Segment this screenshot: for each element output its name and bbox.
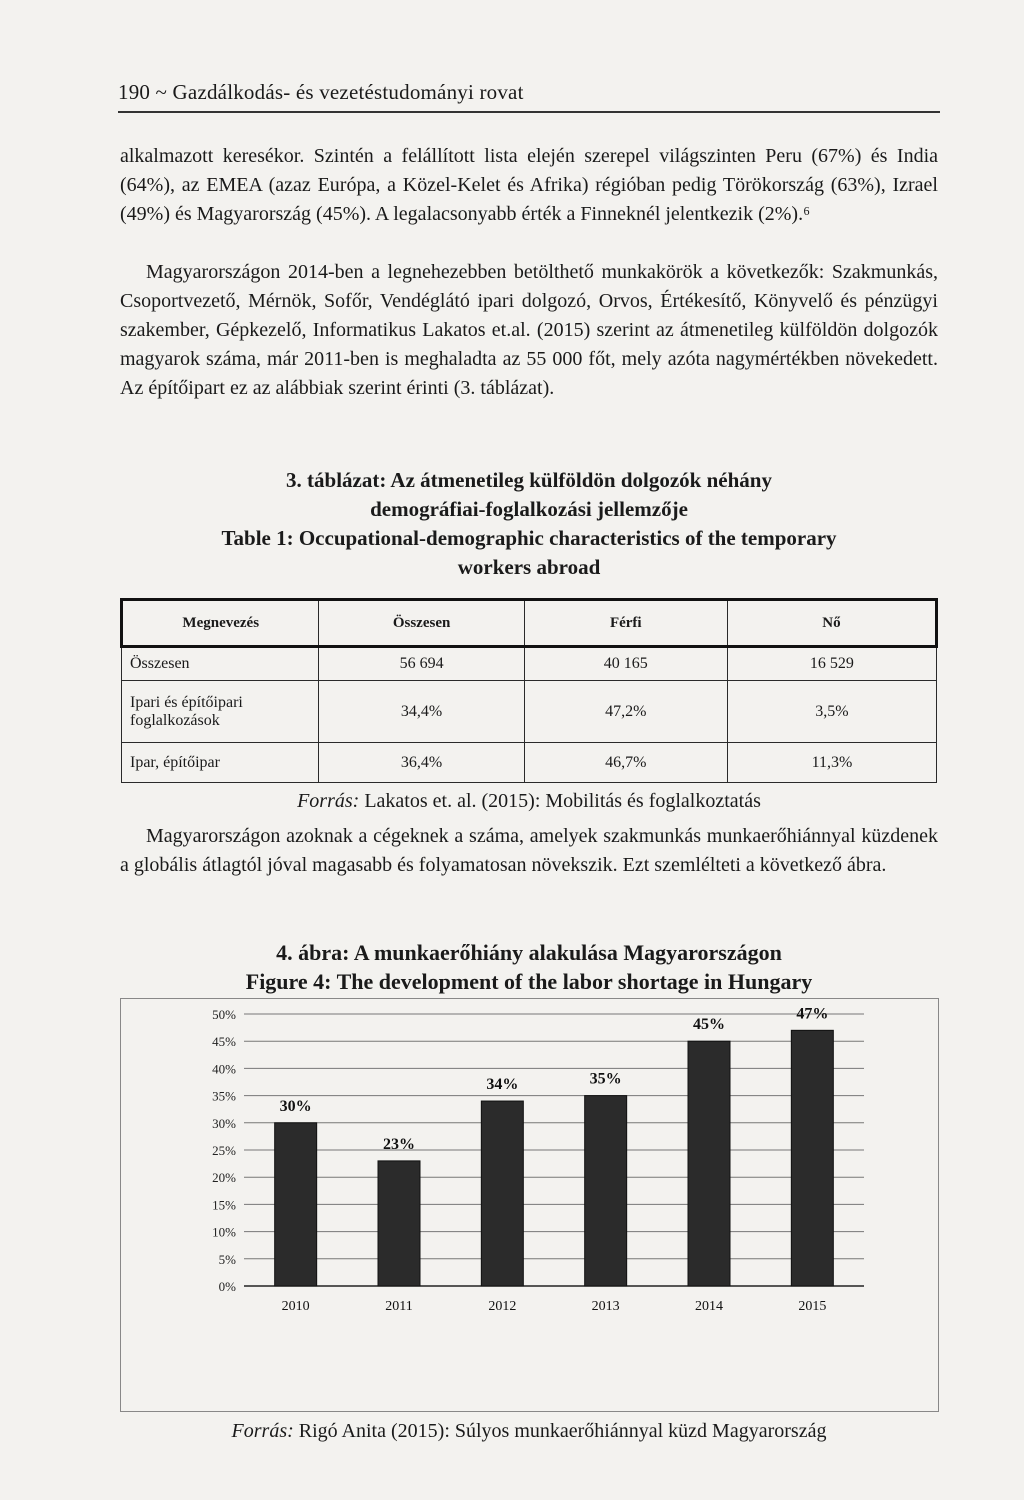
table-title: [120, 466, 938, 582]
table-source-label: Forrás:: [297, 790, 360, 812]
table-cell: 47,2%: [524, 681, 727, 743]
data-label: 34%: [486, 1076, 519, 1094]
header-rule: [118, 111, 940, 113]
y-tick-label: 40%: [212, 1061, 236, 1077]
table-cell: Ipar, építőipar: [122, 743, 319, 783]
table-cell: Összesen: [122, 647, 319, 681]
table-source-text: Lakatos et. al. (2015): Mobilitás és foglalkoztatás: [359, 790, 761, 812]
paragraph-2: [120, 258, 938, 403]
y-tick-label: 0%: [218, 1279, 236, 1294]
paragraph-3-text: Magyarországon azoknak a cégeknek a száma, amelyek szakmunkás munkaerőhiánnyal küzdenek a globális átlagtól jóval magasabb és folyamatosan növekszik. Ezt szemlélteti a következő ábra.: [120, 825, 938, 876]
table-cell: 16 529: [727, 647, 936, 681]
figure-source-label: Forrás:: [231, 1420, 294, 1442]
x-tick-label: 2012: [488, 1299, 517, 1314]
paragraph-1-text: alkalmazott keresékor. Szintén a felállított lista elején szerepel világszinten Peru (67%) és India (64%), az EMEA (azaz Európa, a Közel-Kelet és Afrika) régióban pedig Törökország (63%), Izrael (49%) és Magyarország (45%). A legalacsonyabb érték a Finneknél jelentkezik (2%).⁶: [120, 145, 938, 225]
bar: [378, 1161, 420, 1286]
y-tick-label: 30%: [212, 1115, 236, 1131]
table-header-row: [122, 600, 937, 647]
x-tick-label: 2014: [695, 1299, 723, 1314]
data-label: 45%: [693, 1016, 725, 1034]
table-cell: 46,7%: [524, 743, 727, 783]
figure-source: [120, 1420, 938, 1443]
table-title-en-1: Table 1: Occupational-demographic characteristics of the temporary: [221, 526, 837, 550]
data-table: [120, 598, 938, 783]
paragraph-3: [120, 822, 938, 880]
x-tick-label: 2015: [798, 1299, 827, 1314]
figure-source-text: Rigó Anita (2015): Súlyos munkaerőhiánnyal küzd Magyarország: [293, 1420, 827, 1442]
table-title-en-2: workers abroad: [457, 555, 601, 579]
data-label: 47%: [796, 1005, 829, 1023]
bar-chart: [120, 998, 940, 1413]
bar: [688, 1041, 730, 1286]
table-cell: Ipari és építőipari foglalkozások: [122, 681, 319, 743]
table-cell: 34,4%: [319, 681, 524, 743]
y-tick-label: 15%: [212, 1197, 236, 1213]
bar: [481, 1101, 523, 1286]
figure-title-hu: 4. ábra: A munkaerőhiány alakulása Magyarországon: [276, 940, 782, 965]
table-header-cell: Nő: [727, 600, 936, 647]
table-cell: 56 694: [319, 647, 524, 681]
table-title-hu-1: 3. táblázat: Az átmenetileg külföldön dolgozók néhány: [286, 468, 772, 492]
table-row: [122, 681, 937, 743]
paragraph-2-text: Magyarországon 2014-ben a legnehezebben betölthető munkakörök a következők: Szakmunkás, Csoportvezető, Mérnök, Sofőr, Vendéglátó ipari dolgozó, Orvos, Értékesítő, Könyvelő és pénzügyi szakember, Gépkezelő, Informatikus Lakatos et.al. (2015) szerint az átmenetileg külföldön dolgozók magyarok száma, már 2011-ben is meghaladta az 55 000 főt, mely azóta nagymértékben növekedett. Az építőipart ez az alábbiak szerint érinti (3. táblázat).: [120, 261, 938, 399]
table-cell: 40 165: [524, 647, 727, 681]
data-label: 35%: [589, 1070, 622, 1088]
y-tick-label: 45%: [212, 1034, 236, 1050]
data-label: 23%: [383, 1135, 415, 1153]
table-header-cell: Összesen: [319, 600, 524, 647]
running-head: 190 ~ Gazdálkodás- és vezetéstudományi rovat: [118, 80, 524, 104]
y-tick-label: 10%: [212, 1224, 236, 1240]
table-source: [120, 790, 938, 813]
bar: [585, 1096, 627, 1286]
x-tick-label: 2010: [281, 1299, 310, 1314]
data-label: 30%: [279, 1097, 312, 1115]
table-cell: 3,5%: [727, 681, 936, 743]
table-row: [122, 647, 937, 681]
y-tick-label: 25%: [212, 1143, 236, 1158]
table-cell: 11,3%: [727, 743, 936, 783]
figure-title-en: Figure 4: The development of the labor shortage in Hungary: [245, 969, 813, 994]
y-tick-label: 5%: [218, 1251, 236, 1267]
bar: [791, 1030, 833, 1286]
paragraph-1: [120, 142, 938, 229]
bar: [275, 1123, 317, 1286]
table-header-cell: Férfi: [524, 600, 727, 647]
table-row: [122, 743, 937, 783]
table-header-cell: Megnevezés: [122, 600, 319, 647]
x-tick-label: 2011: [385, 1299, 413, 1314]
y-tick-label: 20%: [212, 1170, 236, 1186]
table-cell: 36,4%: [319, 743, 524, 783]
figure-title: [120, 938, 938, 996]
y-tick-label: 50%: [212, 1007, 236, 1022]
table-title-hu-2: demográfiai-foglalkozási jellemzője: [370, 497, 688, 521]
y-tick-label: 35%: [212, 1088, 236, 1104]
x-tick-label: 2013: [591, 1299, 620, 1314]
